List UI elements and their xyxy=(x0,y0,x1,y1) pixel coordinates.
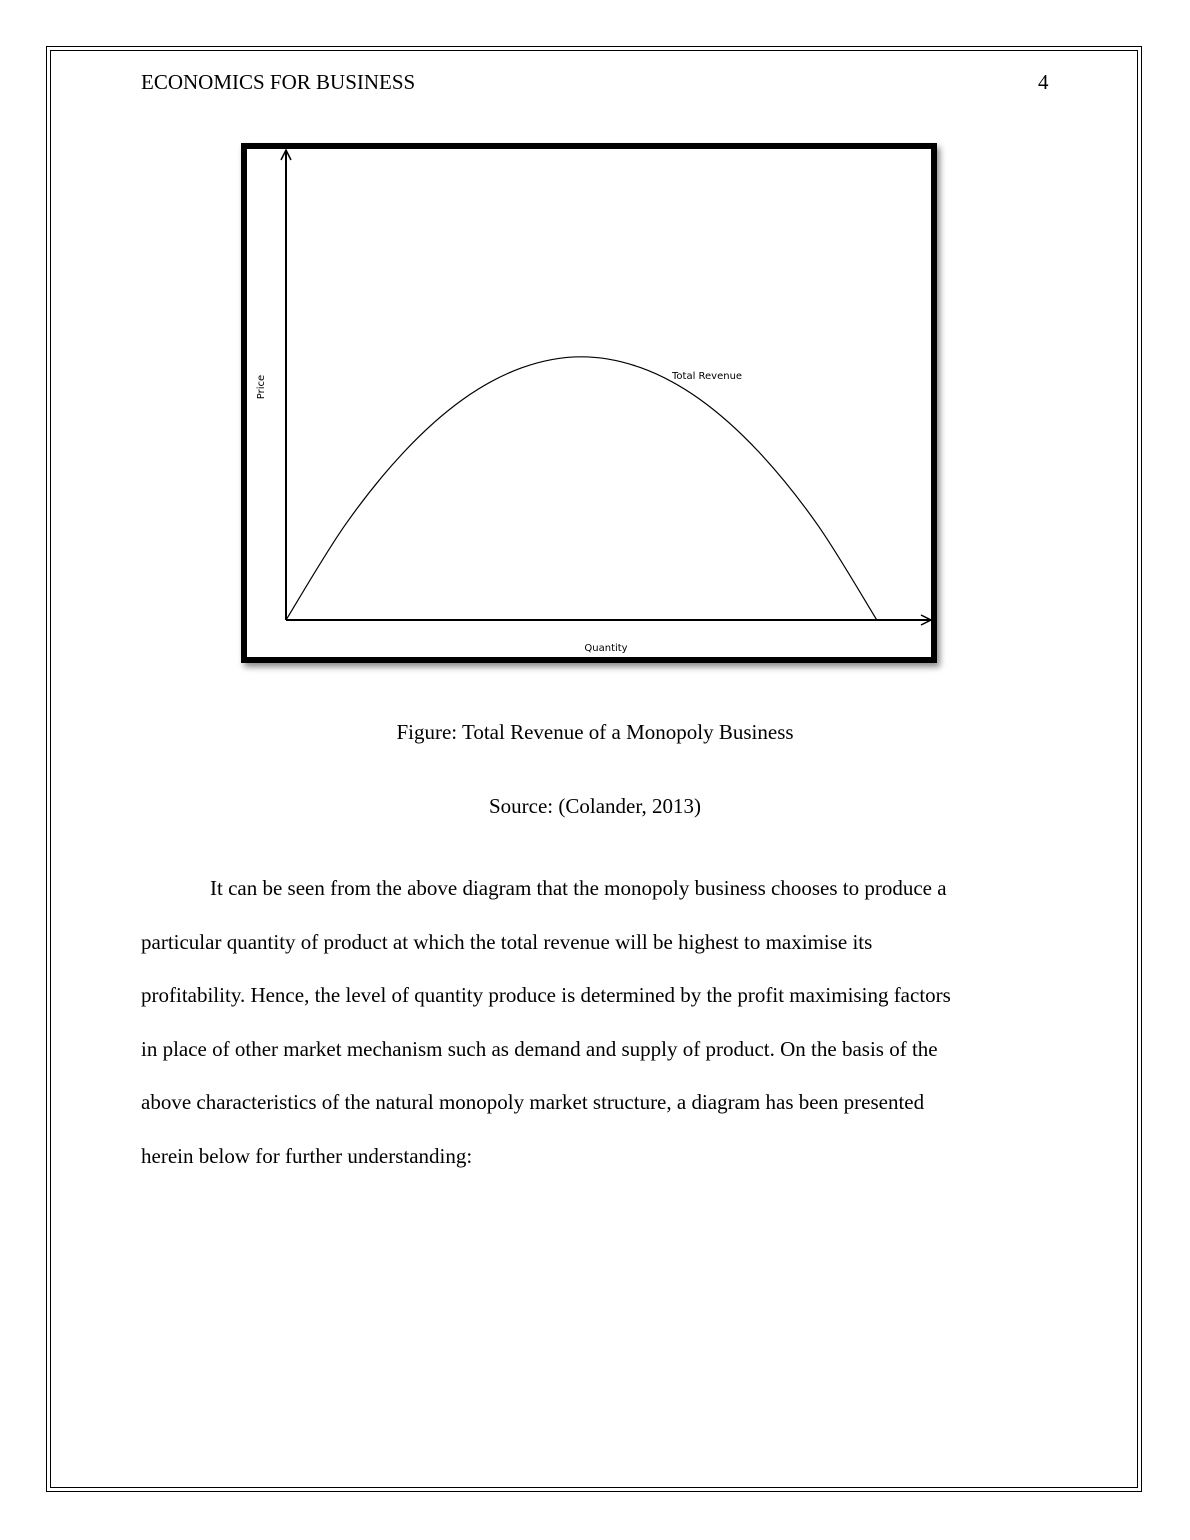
paragraph-line: It can be seen from the above diagram that the monopoly business chooses to produce a xyxy=(210,876,947,900)
figure-source: Source: (Colander, 2013) xyxy=(488,794,702,818)
paragraph-line: profitability. Hence, the level of quantity produce is determined by the profit maximising factors xyxy=(141,983,951,1008)
total-revenue-figure xyxy=(241,143,937,663)
figure-caption: Figure: Total Revenue of a Monopoly Business xyxy=(396,720,794,744)
paragraph-line: particular quantity of product at which the total revenue will be highest to maximise its xyxy=(141,929,873,954)
total-revenue-curve xyxy=(286,357,877,620)
y-axis-label: Price xyxy=(256,374,267,400)
running-header: ECONOMICS FOR BUSINESS xyxy=(141,70,416,94)
paragraph-line: above characteristics of the natural monopoly market structure, a diagram has been presented xyxy=(141,1090,925,1115)
x-axis-label: Quantity xyxy=(584,643,628,654)
paragraph-line: in place of other market mechanism such as demand and supply of product. On the basis of the xyxy=(141,1036,938,1061)
body-paragraph xyxy=(141,862,1051,1184)
total-revenue-label: Total Revenue xyxy=(672,371,743,382)
total-revenue-chart xyxy=(241,143,937,663)
page-number: 4 xyxy=(1038,70,1049,94)
paragraph-line: herein below for further understanding: xyxy=(141,1143,473,1168)
